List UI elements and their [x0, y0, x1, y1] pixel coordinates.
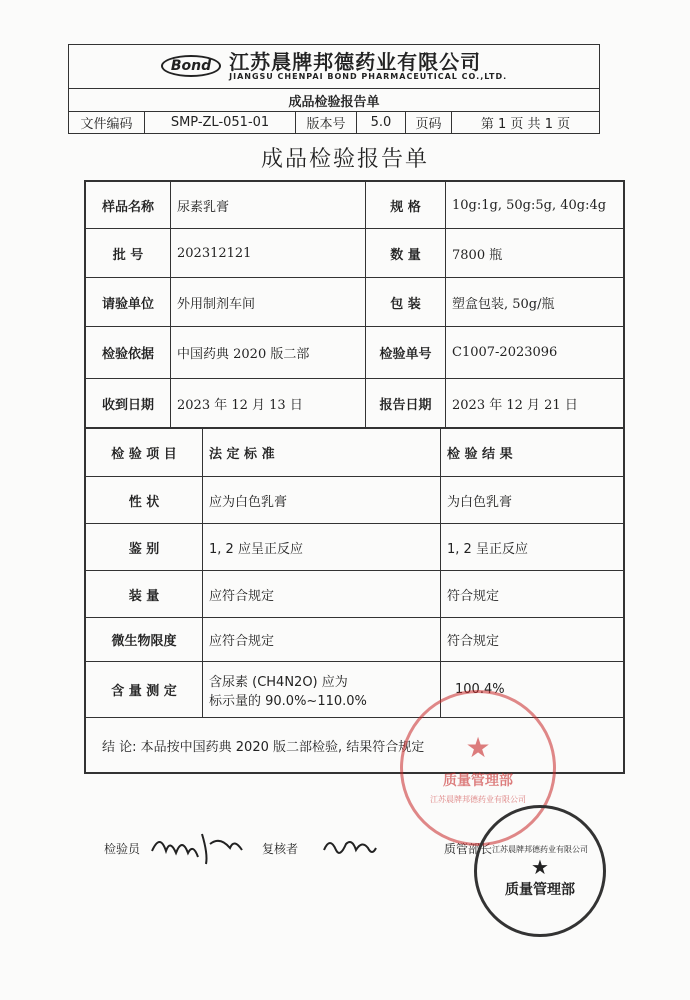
- reviewer-label: 复核者: [262, 842, 299, 856]
- info-row: [86, 379, 624, 428]
- seal-dept: 质量管理部: [443, 773, 513, 789]
- doc-no-label: 文件编码: [69, 112, 145, 134]
- test-result: 符合规定: [441, 571, 624, 618]
- test-item: 装 量: [86, 571, 203, 618]
- test-item: 性 状: [86, 477, 203, 524]
- info-value: 10g:1g, 50g:5g, 40g:4g: [446, 182, 624, 229]
- test-standard-line2: 标示量的 90.0%~110.0%: [209, 693, 367, 709]
- test-result: 100.4%: [441, 662, 624, 718]
- test-standard: 应为白色乳膏: [203, 477, 441, 524]
- test-standard-header: 法 定 标 准: [203, 429, 441, 477]
- info-value: 2023 年 12 月 13 日: [171, 379, 366, 428]
- test-result-header: 检 验 结 果: [441, 429, 624, 477]
- seal-star-icon: ★: [465, 731, 491, 764]
- handwritten-signature-icon: [320, 828, 380, 864]
- company-name-en: JIANGSU CHENPAI BOND PHARMACEUTICAL CO.,LTD.: [229, 72, 508, 82]
- dept-seal: [474, 805, 606, 937]
- form-title: 成品检验报告单: [69, 89, 600, 112]
- info-label: 样品名称: [86, 182, 171, 229]
- test-item-header: 检 验 项 目: [86, 429, 203, 477]
- test-item: 含 量 测 定: [86, 662, 203, 718]
- info-value: 尿素乳膏: [171, 182, 366, 229]
- info-label: 报告日期: [366, 379, 446, 428]
- info-label: 收到日期: [86, 379, 171, 428]
- tests-header-row: [86, 429, 624, 477]
- manager-label: 质管部长: [444, 842, 493, 856]
- info-value: 2023 年 12 月 21 日: [446, 379, 624, 428]
- info-value: 7800 瓶: [446, 229, 624, 278]
- document-header: [68, 44, 600, 134]
- seal-star-icon: ★: [531, 854, 549, 879]
- test-standard: 含尿素 (CH4N2O) 应为: [209, 674, 348, 690]
- test-standard: 1, 2 应呈正反应: [203, 524, 441, 571]
- seal-company: 江苏晨牌邦德药业有限公司: [430, 795, 526, 804]
- info-label: 请验单位: [86, 278, 171, 327]
- test-standard: 应符合规定: [203, 571, 441, 618]
- page-label: 页码: [406, 112, 452, 134]
- report-table: [84, 180, 625, 774]
- inspector-label: 检验员: [104, 842, 141, 856]
- info-value: 塑盒包装, 50g/瓶: [446, 278, 624, 327]
- test-row: [86, 662, 624, 718]
- info-value: C1007-2023096: [446, 327, 624, 379]
- info-row: [86, 229, 624, 278]
- info-value: 202312121: [171, 229, 366, 278]
- test-result: 1, 2 呈正反应: [441, 524, 624, 571]
- info-label: 检验依据: [86, 327, 171, 379]
- info-row: [86, 278, 624, 327]
- page-value: 第 1 页 共 1 页: [452, 112, 600, 134]
- test-row: [86, 524, 624, 571]
- info-label: 批 号: [86, 229, 171, 278]
- test-result: 符合规定: [441, 618, 624, 662]
- test-row: [86, 571, 624, 618]
- info-value: 中国药典 2020 版二部: [171, 327, 366, 379]
- test-row: [86, 477, 624, 524]
- info-label: 规 格: [366, 182, 446, 229]
- test-standard-multiline: [203, 662, 441, 718]
- company-banner: [69, 45, 600, 89]
- seal-dept: 质量管理部: [505, 881, 575, 898]
- info-label: 包 装: [366, 278, 446, 327]
- info-row: [86, 327, 624, 379]
- test-item: 鉴 别: [86, 524, 203, 571]
- company-name-cn: 江苏晨牌邦德药业有限公司: [229, 50, 482, 75]
- test-item: 微生物限度: [86, 618, 203, 662]
- test-row: [86, 618, 624, 662]
- test-standard: 应符合规定: [203, 618, 441, 662]
- version-label: 版本号: [296, 112, 357, 134]
- seal-company: 江苏晨牌邦德药业有限公司: [492, 844, 588, 854]
- conclusion: 结 论: 本品按中国药典 2020 版二部检验, 结果符合规定: [86, 718, 624, 773]
- info-label: 检验单号: [366, 327, 446, 379]
- doc-no: SMP-ZL-051-01: [145, 112, 296, 134]
- reviewer-signature: [320, 828, 380, 864]
- version: 5.0: [357, 112, 406, 134]
- report-title: 成品检验报告单: [260, 147, 429, 172]
- info-value: 外用制剂车间: [171, 278, 366, 327]
- info-label: 数 量: [366, 229, 446, 278]
- info-row: [86, 182, 624, 229]
- bond-logo: Bond: [161, 55, 221, 77]
- test-result: 为白色乳膏: [441, 477, 624, 524]
